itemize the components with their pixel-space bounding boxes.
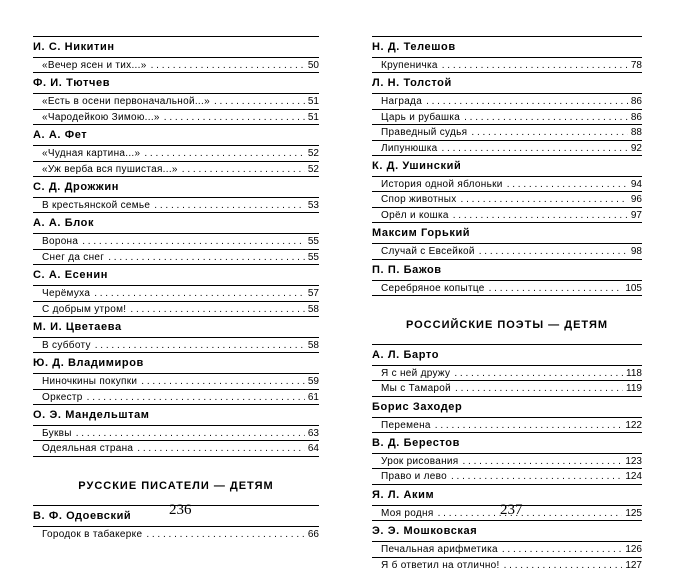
- dot-leader: [182, 162, 305, 176]
- entry-page: 122: [625, 419, 642, 431]
- author-name: А. Л. Барто: [372, 348, 440, 361]
- toc-entry: [372, 541, 642, 556]
- entry-title: Случай с Евсейкой: [381, 246, 475, 258]
- toc-entry: [372, 109, 642, 124]
- dot-leader: [151, 58, 305, 72]
- entry-title: Ниночкины покупки: [42, 376, 138, 388]
- toc-entry: [372, 380, 642, 395]
- entry-title: Праведный судья: [381, 127, 468, 139]
- toc-entry: [372, 280, 642, 295]
- author-name: К. Д. Ушинский: [372, 159, 462, 172]
- toc-entry: [33, 285, 319, 300]
- dot-leader: [463, 454, 623, 468]
- author-name: В. Ф. Одоевский: [33, 509, 132, 522]
- toc-entry: [372, 176, 642, 191]
- author-name: Л. Н. Толстой: [372, 77, 452, 90]
- dot-leader: [442, 58, 628, 72]
- toc-entry: [372, 93, 642, 108]
- dot-leader: [461, 192, 628, 206]
- entry-title: История одной яблоньки: [381, 178, 503, 190]
- section-title: РУССКИЕ ПИСАТЕЛИ — ДЕТЯМ: [33, 456, 319, 505]
- dot-leader: [214, 94, 305, 108]
- entry-title: «Уж верба вся пушистая...»: [42, 163, 178, 175]
- entry-title: «Вечер ясен и тих...»: [42, 60, 147, 71]
- author-name: Ю. Д. Владимиров: [33, 357, 144, 370]
- dot-leader: [95, 338, 305, 352]
- toc-entry: [372, 417, 642, 432]
- dot-leader: [141, 374, 305, 388]
- toc-entry: [33, 425, 319, 440]
- entry-title: Я б ответил на отлично!: [381, 559, 500, 571]
- author-section: [372, 520, 642, 572]
- entry-title: Печальная арифметика: [381, 544, 498, 556]
- dot-leader: [454, 366, 623, 380]
- toc-entry: [372, 365, 642, 380]
- entry-title: Орёл и кошка: [381, 209, 449, 221]
- toc-entry: [372, 124, 642, 139]
- entry-page: 58: [307, 303, 319, 315]
- entry-page: 58: [307, 339, 319, 351]
- entry-page: 53: [307, 199, 319, 211]
- section-title: РОССИЙСКИЕ ПОЭТЫ — ДЕТЯМ: [372, 295, 642, 344]
- entry-title: Ворона: [42, 236, 79, 248]
- author-name: А. А. Блок: [33, 217, 95, 230]
- entry-page: 124: [625, 471, 642, 483]
- entry-title: В крестьянской семье: [42, 199, 151, 211]
- entry-page: 119: [626, 383, 642, 395]
- toc-entry: [33, 93, 319, 108]
- entry-title: Одеяльная страна: [42, 443, 134, 455]
- dot-leader: [507, 177, 628, 191]
- dot-leader: [441, 141, 627, 155]
- page-number-left: 236: [169, 502, 192, 518]
- author-name: Э. Э. Мошковская: [372, 525, 478, 538]
- author-section: [33, 36, 319, 72]
- page-number-right: 237: [500, 502, 523, 518]
- author-name: А. А. Фет: [33, 129, 88, 142]
- author-section: [33, 176, 319, 212]
- toc-entry: [372, 140, 642, 155]
- author-name: О. Э. Мандельштам: [33, 409, 150, 422]
- entry-page: 78: [630, 60, 642, 71]
- entry-page: 96: [630, 194, 642, 206]
- author-name: Максим Горький: [372, 227, 471, 240]
- entry-page: 86: [630, 111, 642, 123]
- entry-page: 94: [630, 178, 642, 190]
- entry-page: 92: [630, 142, 642, 154]
- author-section: [33, 404, 319, 456]
- entry-title: Серебряное копытце: [381, 282, 485, 294]
- dot-leader: [154, 198, 305, 212]
- author-section: [372, 222, 642, 258]
- dot-leader: [87, 390, 305, 404]
- author-name: Я. Л. Аким: [372, 488, 435, 501]
- dot-leader: [144, 146, 305, 160]
- dot-leader: [146, 527, 305, 541]
- entry-title: Городок в табакерке: [42, 528, 143, 540]
- dot-leader: [137, 441, 305, 455]
- author-name: М. И. Цветаева: [33, 320, 122, 333]
- toc-entry: [372, 243, 642, 258]
- author-section: [372, 344, 642, 396]
- entry-title: Буквы: [42, 428, 72, 440]
- entry-title: Спор животных: [381, 194, 457, 206]
- toc-entry: [33, 249, 319, 264]
- author-name: Борис Заходер: [372, 400, 463, 413]
- dot-leader: [438, 506, 623, 520]
- toc-entry: [33, 373, 319, 388]
- entry-page: 59: [307, 376, 319, 388]
- author-section: [33, 316, 319, 352]
- author-section: [33, 264, 319, 316]
- author-section: [372, 396, 642, 432]
- entry-page: 97: [630, 209, 642, 221]
- toc-entry: [33, 57, 319, 72]
- toc-entry: [372, 557, 642, 572]
- dot-leader: [451, 469, 622, 483]
- entry-page: 51: [307, 96, 319, 108]
- entry-page: 55: [307, 251, 319, 263]
- author-name: Н. Д. Телешов: [372, 41, 456, 53]
- author-section: [33, 72, 319, 124]
- entry-page: 66: [307, 528, 319, 540]
- entry-page: 50: [307, 60, 319, 71]
- author-name: Ф. И. Тютчев: [33, 77, 111, 90]
- dot-leader: [502, 542, 622, 556]
- entry-title: Право и лево: [381, 471, 447, 483]
- author-name: В. Д. Берестов: [372, 437, 460, 450]
- dot-leader: [489, 281, 623, 295]
- author-section: [372, 36, 642, 72]
- entry-page: 63: [307, 428, 319, 440]
- dot-leader: [479, 244, 628, 258]
- author-name: И. С. Никитин: [33, 41, 115, 53]
- toc-entry: [33, 389, 319, 404]
- entry-page: 51: [307, 111, 319, 123]
- entry-page: 55: [307, 236, 319, 248]
- entry-page: 105: [625, 282, 642, 294]
- entry-page: 57: [307, 288, 319, 300]
- author-section: [372, 155, 642, 222]
- entry-title: Урок рисования: [381, 456, 459, 468]
- dot-leader: [471, 125, 627, 139]
- toc-entry: [33, 233, 319, 248]
- author-section: [372, 72, 642, 155]
- entry-page: 126: [625, 544, 642, 556]
- dot-leader: [164, 110, 305, 124]
- author-section: [372, 259, 642, 295]
- dot-leader: [94, 286, 305, 300]
- entry-title: Снег да снег: [42, 251, 105, 263]
- entry-page: 61: [307, 391, 319, 403]
- entry-title: Мы с Тамарой: [381, 383, 452, 395]
- toc-entry: [372, 207, 642, 222]
- entry-title: Черёмуха: [42, 288, 91, 300]
- entry-title: Награда: [381, 96, 423, 108]
- entry-page: 64: [307, 443, 319, 455]
- entry-title: «Чудная картина...»: [42, 148, 141, 160]
- author-section: [33, 212, 319, 264]
- entry-page: 125: [625, 507, 642, 519]
- dot-leader: [82, 234, 305, 248]
- entry-page: 118: [626, 367, 642, 379]
- author-section: [372, 432, 642, 484]
- toc-entry: [372, 468, 642, 483]
- dot-leader: [108, 250, 305, 264]
- toc-entry: [33, 145, 319, 160]
- dot-leader: [455, 381, 623, 395]
- author-name: С. Д. Дрожжин: [33, 180, 119, 193]
- entry-page: 52: [307, 148, 319, 160]
- toc-entry: [33, 440, 319, 455]
- toc-entry: [372, 57, 642, 72]
- toc-entry: [33, 526, 319, 541]
- author-section: [33, 124, 319, 176]
- toc-entry: [33, 109, 319, 124]
- entry-title: «Чародейкою Зимою...»: [42, 111, 160, 123]
- dot-leader: [76, 426, 305, 440]
- toc-entry: [372, 453, 642, 468]
- author-name: П. П. Бажов: [372, 263, 442, 276]
- entry-page: 88: [630, 127, 642, 139]
- dot-leader: [426, 94, 628, 108]
- entry-title: Моя родня: [381, 507, 434, 519]
- entry-title: Оркестр: [42, 391, 83, 403]
- toc-left-column: [33, 36, 319, 541]
- entry-title: Перемена: [381, 419, 431, 431]
- entry-page: 98: [630, 246, 642, 258]
- dot-leader: [453, 208, 628, 222]
- entry-title: Царь и рубашка: [381, 111, 461, 123]
- entry-title: Липунюшка: [381, 142, 438, 154]
- entry-page: 127: [625, 559, 642, 571]
- entry-title: Крупеничка: [381, 60, 438, 71]
- entry-title: В субботу: [42, 339, 91, 351]
- entry-title: Я с ней дружу: [381, 367, 451, 379]
- entry-title: «Есть в осени первоначальной...»: [42, 96, 210, 108]
- entry-page: 86: [630, 96, 642, 108]
- dot-leader: [435, 418, 623, 432]
- author-name: С. А. Есенин: [33, 269, 108, 282]
- entry-title: С добрым утром!: [42, 303, 127, 315]
- toc-entry: [372, 191, 642, 206]
- toc-entry: [33, 161, 319, 176]
- dot-leader: [130, 302, 304, 316]
- toc-entry: [33, 197, 319, 212]
- entry-page: 123: [625, 456, 642, 468]
- dot-leader: [504, 558, 623, 572]
- author-section: [33, 352, 319, 404]
- toc-right-column: [372, 36, 642, 572]
- dot-leader: [464, 110, 628, 124]
- toc-entry: [33, 337, 319, 352]
- toc-entry: [33, 301, 319, 316]
- entry-page: 52: [307, 163, 319, 175]
